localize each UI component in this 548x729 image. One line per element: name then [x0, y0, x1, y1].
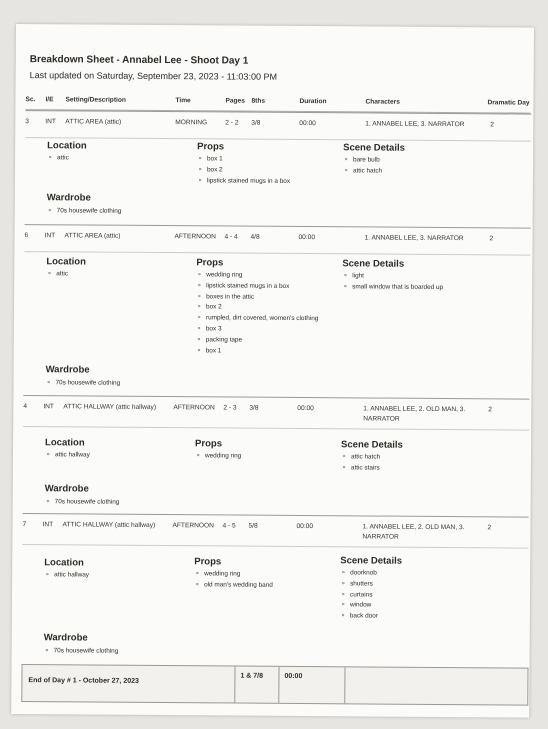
list-item: ∘ rumpled, dirt covered, women's clothing: [196, 313, 318, 325]
wardrobe-list: [44, 646, 119, 657]
scene-eighths: 3/8: [251, 119, 261, 127]
list-item: ∘ 70s housewife clothing: [45, 497, 120, 508]
wardrobe-label: Wardrobe: [44, 483, 89, 495]
list-item: ∘ attic: [46, 269, 68, 280]
list-item: ∘ lipstick stained mugs in a box: [196, 281, 318, 293]
list-item: ∘ box 2: [196, 303, 318, 315]
list-item: ∘ box 3: [196, 324, 318, 336]
list-item: ∘ lipstick stained mugs in a box: [197, 176, 290, 187]
location-label: Location: [44, 557, 84, 569]
list-item: ∘ attic hatch: [343, 166, 382, 177]
list-item: ∘ box 1: [197, 154, 290, 165]
list-item: ∘ wedding ring: [195, 451, 241, 462]
location-label: Location: [46, 256, 86, 268]
scene-details-list: [341, 452, 380, 474]
scene-details-label: Scene Details: [342, 258, 405, 270]
scene-setting: ATTIC HALLWAY (attic hallway): [63, 403, 157, 411]
scene-details-label: Scene Details: [343, 142, 405, 154]
footer-divider: [344, 667, 345, 703]
sheet-header: [30, 54, 278, 82]
scene-characters-cont: NARRATOR: [362, 533, 399, 541]
scene-setting: ATTIC AREA (attic): [64, 232, 121, 240]
props-list: [196, 270, 319, 357]
scene-number: 7: [22, 521, 27, 529]
scene-row: [24, 224, 530, 256]
scene-pages: 4 - 4: [224, 233, 238, 241]
scene-row: [22, 513, 528, 549]
list-item: ∘ bare bulb: [343, 155, 382, 166]
col-ie: I/E: [45, 96, 54, 104]
wardrobe-label: Wardrobe: [45, 364, 90, 376]
list-item: ∘ back door: [340, 611, 378, 622]
scene-ie: INT: [44, 232, 56, 240]
scene-time: MORNING: [175, 119, 208, 127]
col-setting: Setting/Description: [65, 96, 126, 104]
scene-dramatic-day: 2: [487, 524, 492, 532]
scene-pages: 4 - 5: [222, 522, 236, 530]
column-headers: [25, 96, 531, 107]
scene-number: 3: [25, 118, 30, 126]
list-item: ∘ boxes in the attic: [196, 292, 318, 304]
col-dramatic-day: Dramatic Day: [487, 99, 530, 107]
col-characters: Characters: [365, 98, 400, 106]
list-item: ∘ curtains: [340, 590, 378, 601]
scene-setting: ATTIC HALLWAY (attic hallway): [62, 521, 156, 529]
scene-characters: 1. ANNABEL LEE, 2. OLD MAN, 3.: [362, 523, 465, 532]
scene-number: 4: [23, 403, 28, 411]
scene-time: AFTERNOON: [172, 522, 214, 530]
list-item: ∘ packing tape: [196, 335, 318, 347]
list-item: ∘ doorknob: [340, 568, 378, 579]
list-item: ∘ small window that is boarded up: [342, 282, 443, 294]
end-of-day-label: End of Day # 1 - October 27, 2023: [28, 677, 139, 685]
props-label: Props: [196, 257, 224, 269]
scene-details-label: Scene Details: [340, 555, 403, 567]
scene-ie: INT: [43, 403, 54, 411]
list-item: ∘ attic: [47, 153, 69, 164]
list-item: ∘ 70s housewife clothing: [47, 206, 122, 217]
scene-eighths: 5/8: [248, 522, 258, 530]
list-item: ∘ attic stairs: [341, 463, 380, 474]
location-list: [45, 450, 90, 461]
wardrobe-label: Wardrobe: [43, 632, 88, 644]
scene-details-list: [340, 568, 378, 622]
sheet-title: Breakdown Sheet - Annabel Lee - Shoot Day 1: [29, 54, 249, 67]
props-label: Props: [195, 438, 223, 450]
wardrobe-list: [45, 378, 120, 389]
list-item: ∘ box 2: [197, 165, 290, 176]
total-duration: 00:00: [284, 672, 303, 681]
location-list: [44, 570, 89, 581]
list-item: ∘ light: [342, 271, 443, 283]
scene-dramatic-day: 2: [488, 406, 493, 414]
scene-setting: ATTIC AREA (attic): [65, 118, 122, 126]
scene-pages: 2 - 2: [225, 119, 239, 127]
scene-ie: INT: [42, 521, 54, 529]
col-duration: Duration: [299, 97, 327, 106]
props-list: [195, 451, 241, 462]
location-list: [47, 153, 69, 164]
scene-dramatic-day: 2: [490, 121, 495, 129]
scene-characters: 1. ANNABEL LEE, 3. NARRATOR: [364, 234, 464, 243]
scene-duration: 00:00: [299, 119, 316, 128]
breakdown-sheet: [11, 24, 534, 718]
scene-duration: 00:00: [297, 404, 314, 413]
list-item: ∘ old man's wedding band: [194, 580, 273, 591]
location-label: Location: [47, 140, 87, 152]
col-pages: Pages: [225, 97, 245, 105]
scene-characters-cont: NARRATOR: [363, 415, 400, 423]
scene-eighths: 4/8: [250, 233, 260, 241]
wardrobe-list: [45, 497, 120, 508]
scene-ie: INT: [45, 118, 56, 126]
footer-divider: [278, 667, 279, 703]
list-item: ∘ attic hallway: [44, 570, 89, 581]
scene-details-label: Scene Details: [341, 439, 403, 451]
scene-characters: 1. ANNABEL LEE, 3. NARRATOR: [365, 120, 465, 129]
props-list: [197, 154, 290, 187]
list-item: ∘ wedding ring: [196, 270, 318, 282]
scene-time: AFTERNOON: [174, 233, 216, 241]
scene-details-list: [343, 155, 382, 177]
location-label: Location: [45, 437, 85, 449]
list-item: ∘ attic hallway: [45, 450, 90, 461]
list-item: ∘ shutters: [340, 579, 378, 590]
scene-characters: 1. ANNABEL LEE, 2. OLD MAN, 3.: [363, 405, 466, 414]
col-sc: Sc.: [25, 96, 36, 104]
list-item: ∘ window: [340, 601, 378, 612]
list-item: ∘ 70s housewife clothing: [44, 646, 119, 657]
props-label: Props: [194, 556, 222, 568]
list-item: ∘ wedding ring: [194, 569, 273, 580]
scene-row: [23, 395, 529, 431]
scene-number: 6: [24, 232, 29, 240]
props-label: Props: [197, 141, 225, 153]
last-updated: Last updated on Saturday, September 23, 2023 - 11:03:00 PM: [29, 70, 278, 82]
scene-dramatic-day: 2: [489, 235, 494, 243]
wardrobe-label: Wardrobe: [46, 192, 91, 204]
list-item: ∘ box 1: [196, 346, 318, 358]
scene-time: AFTERNOON: [173, 404, 215, 412]
scene-row: [25, 110, 531, 142]
list-item: ∘ attic hatch: [341, 452, 380, 463]
col-eighths: 8ths: [251, 97, 266, 105]
scene-details-list: [342, 271, 443, 293]
scene-eighths: 3/8: [249, 404, 259, 412]
total-eighths: 1 & 7/8: [240, 672, 264, 680]
footer-divider: [234, 667, 235, 703]
scene-duration: 00:00: [298, 233, 316, 242]
scene-duration: 00:00: [296, 522, 314, 531]
end-of-day-footer: [21, 664, 528, 706]
scene-pages: 2 - 3: [223, 404, 237, 412]
list-item: ∘ 70s housewife clothing: [45, 378, 120, 389]
location-list: [46, 269, 68, 280]
props-list: [194, 569, 273, 591]
wardrobe-list: [47, 206, 122, 217]
col-time: Time: [175, 97, 191, 105]
